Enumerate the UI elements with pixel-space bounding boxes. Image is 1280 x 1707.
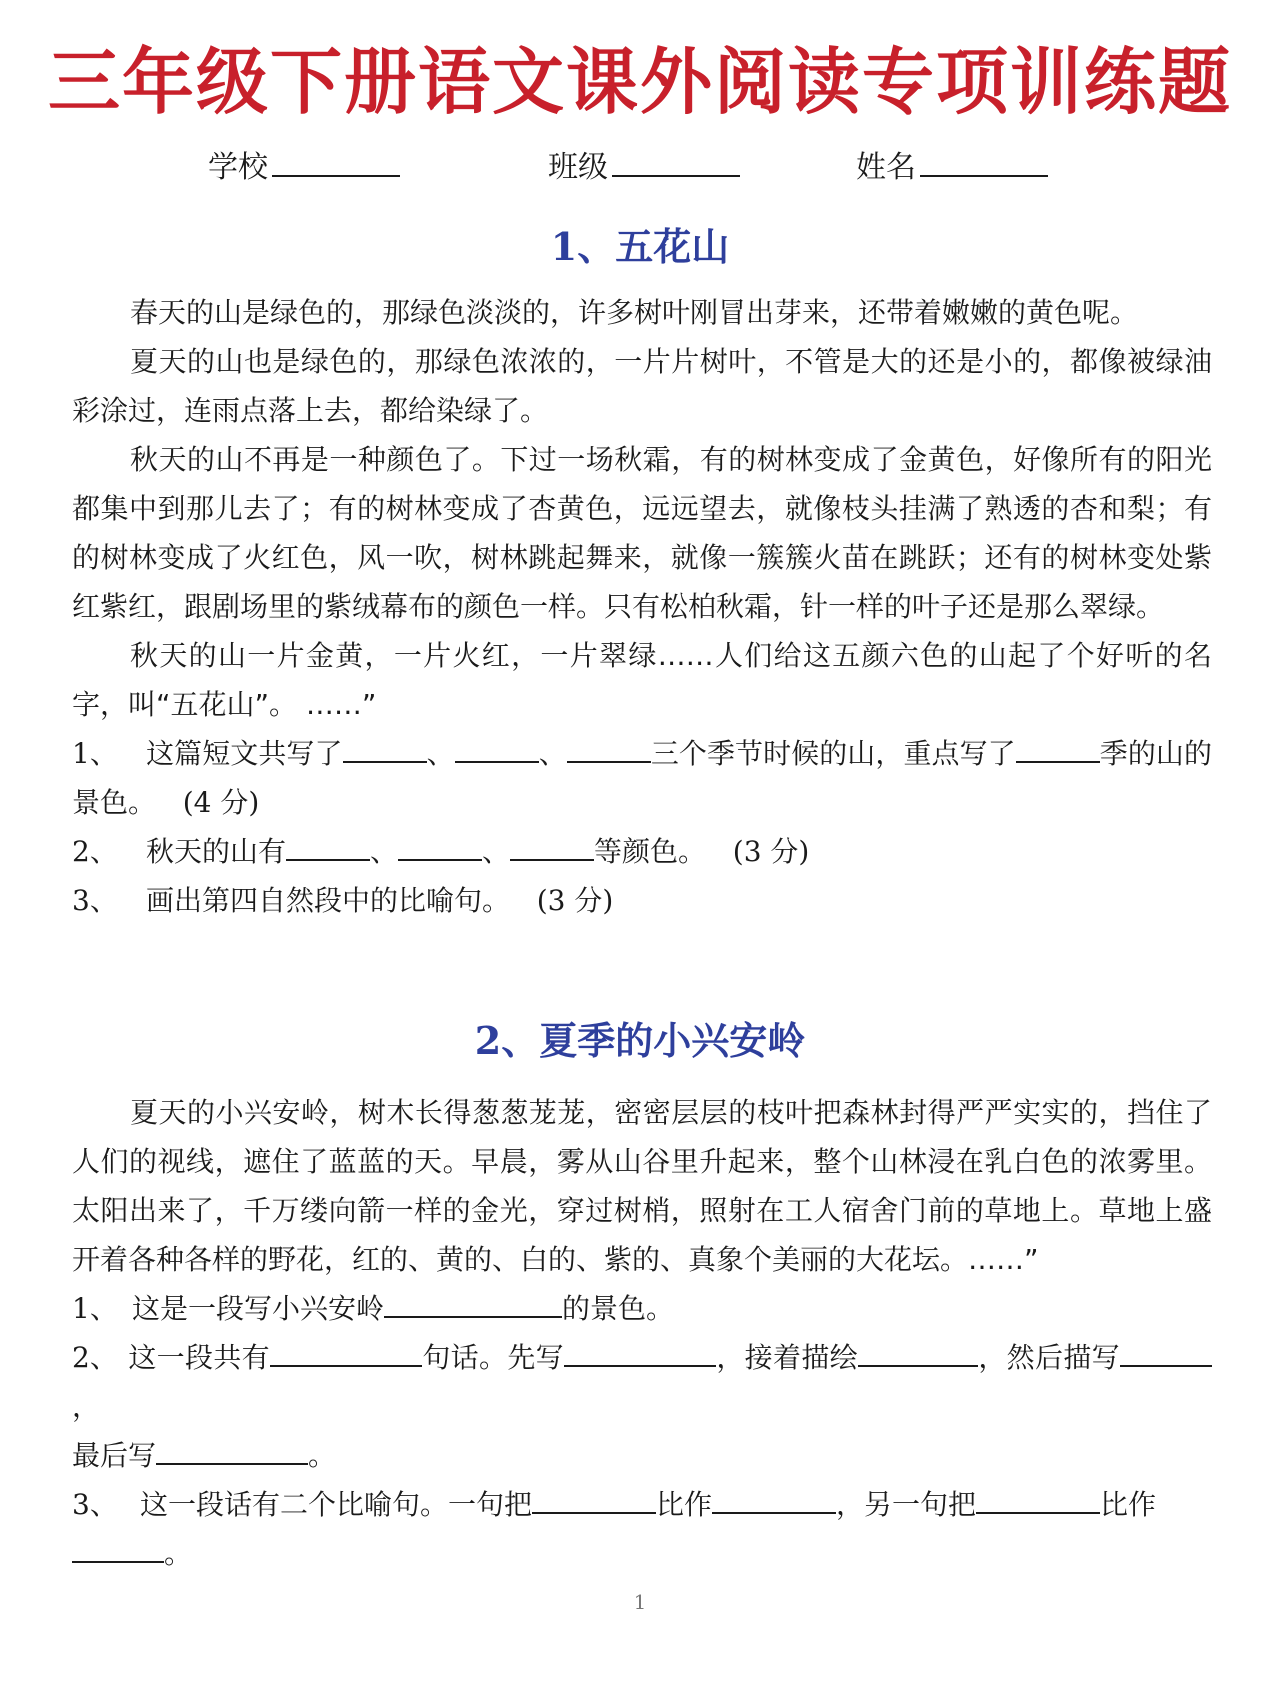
name-blank[interactable] <box>920 149 1048 177</box>
question-number: 3、 <box>72 1488 118 1521</box>
section1-question-1 <box>72 729 1212 827</box>
answer-blank[interactable] <box>72 1545 164 1563</box>
answer-blank[interactable] <box>532 1496 656 1514</box>
section2-passage <box>72 1088 1212 1578</box>
school-label: 学校 <box>208 150 268 185</box>
question-text: 。 <box>164 1537 193 1570</box>
answer-blank[interactable] <box>270 1349 422 1367</box>
section2-question-3 <box>72 1480 1212 1578</box>
question-text: ， <box>72 1390 101 1423</box>
class-label: 班级 <box>548 150 608 185</box>
school-field <box>208 148 400 188</box>
section1-paragraph: 秋天的山不再是一种颜色了。下过一场秋霜，有的树林变成了金黄色，好像所有的阳光都集中到那儿去了；有的树林变成了杏黄色，远远望去，就像枝头挂满了熟透的杏和梨；有的树林变成了火红色，风一吹，树林跳起舞来，就像一簇簇火苗在跳跃；还有的树林变处紫红紫红，跟剧场里的紫绒幕布的颜色一样。只有松柏秋霜，针一样的叶子还是那么翠绿。 <box>72 443 1212 623</box>
question-text: 句话。先写 <box>422 1341 564 1374</box>
answer-blank[interactable] <box>510 835 594 861</box>
answer-blank[interactable] <box>455 737 539 763</box>
question-text: 三个季节时候的山，重点写了 <box>650 737 1016 770</box>
question-number: 1、 <box>72 737 118 770</box>
separator: 、 <box>370 835 399 868</box>
name-field <box>856 148 1048 188</box>
section1-question-3 <box>72 876 1212 925</box>
answer-blank[interactable] <box>286 835 370 861</box>
answer-blank[interactable] <box>343 737 427 763</box>
class-field <box>548 148 740 188</box>
separator: 、 <box>538 737 567 770</box>
separator: 、 <box>482 835 511 868</box>
question-number: 1、 <box>72 1292 118 1325</box>
section2-question-1 <box>72 1284 1212 1333</box>
answer-blank[interactable] <box>1016 737 1100 763</box>
section2-paragraph: 夏天的小兴安岭，树木长得葱葱茏茏，密密层层的枝叶把森林封得严严实实的，挡住了人们的视线，遮住了蓝蓝的天。早晨，雾从山谷里升起来，整个山林浸在乳白色的浓雾里。太阳出来了，千万缕向箭一样的金光，穿过树梢，照射在工人宿舍门前的草地上。草地上盛开着各种各样的野花，红的、黄的、白的、紫的、真象个美丽的大花坛。……” <box>72 1096 1212 1276</box>
question-text: 秋天的山有 <box>146 835 287 868</box>
section1-question-2 <box>72 827 1212 876</box>
question-text: 等颜色。 <box>594 835 707 868</box>
question-number: 2、 <box>72 835 118 868</box>
answer-blank[interactable] <box>1120 1349 1212 1367</box>
section1-paragraph: 秋天的山一片金黄，一片火红，一片翠绿……人们给这五颜六色的山起了个好听的名字，叫“五花山”。 ……” <box>72 639 1212 721</box>
question-text: 这篇短文共写了 <box>146 737 343 770</box>
page-title: 三年级下册语文课外阅读专项训练题 <box>47 40 1232 124</box>
question-text: 画出第四自然段中的比喻句。 <box>146 884 511 917</box>
section2-heading: 2、夏季的小兴安岭 <box>474 1018 806 1063</box>
name-label: 姓名 <box>856 150 916 185</box>
question-text: 季的山的景色。 <box>72 737 1212 819</box>
answer-blank[interactable] <box>567 737 651 763</box>
question-text: 这是一段写小兴安岭 <box>132 1292 385 1325</box>
answer-blank[interactable] <box>858 1349 978 1367</box>
answer-blank[interactable] <box>156 1447 308 1465</box>
question-number: 3、 <box>72 884 118 917</box>
section1-passage <box>72 288 1212 925</box>
answer-blank[interactable] <box>398 835 482 861</box>
question-number: 2、 <box>72 1341 118 1374</box>
answer-blank[interactable] <box>976 1496 1100 1514</box>
question-text: 的景色。 <box>562 1292 675 1325</box>
question-text: ，接着描绘 <box>716 1341 858 1374</box>
student-info-fields <box>0 148 1280 188</box>
school-blank[interactable] <box>272 149 400 177</box>
question-text: 。 <box>308 1439 337 1472</box>
page-number: 1 <box>633 1590 647 1614</box>
answer-blank[interactable] <box>712 1496 836 1514</box>
question-text: 最后写 <box>72 1439 157 1472</box>
section1-heading: 1、五花山 <box>550 224 730 269</box>
question-score: (4 分) <box>182 786 260 819</box>
class-blank[interactable] <box>612 149 740 177</box>
question-text: 比作 <box>656 1488 713 1521</box>
question-text: 这一段话有二个比喻句。一句把 <box>140 1488 533 1521</box>
section2-question-2 <box>72 1333 1212 1480</box>
separator: 、 <box>426 737 455 770</box>
question-score: (3 分) <box>732 835 810 868</box>
section1-paragraph: 夏天的山也是绿色的，那绿色浓浓的，一片片树叶，不管是大的还是小的，都像被绿油彩涂过，连雨点落上去，都给染绿了。 <box>72 345 1212 427</box>
question-text: ，然后描写 <box>978 1341 1120 1374</box>
question-text: 这一段共有 <box>128 1341 270 1374</box>
question-text: 比作 <box>1100 1488 1157 1521</box>
question-score: (3 分) <box>536 884 614 917</box>
section1-paragraph: 春天的山是绿色的，那绿色淡淡的，许多树叶刚冒出芽来，还带着嫩嫩的黄色呢。 <box>130 296 1139 329</box>
answer-blank[interactable] <box>384 1300 562 1318</box>
question-text: ，另一句把 <box>836 1488 977 1521</box>
answer-blank[interactable] <box>564 1349 716 1367</box>
